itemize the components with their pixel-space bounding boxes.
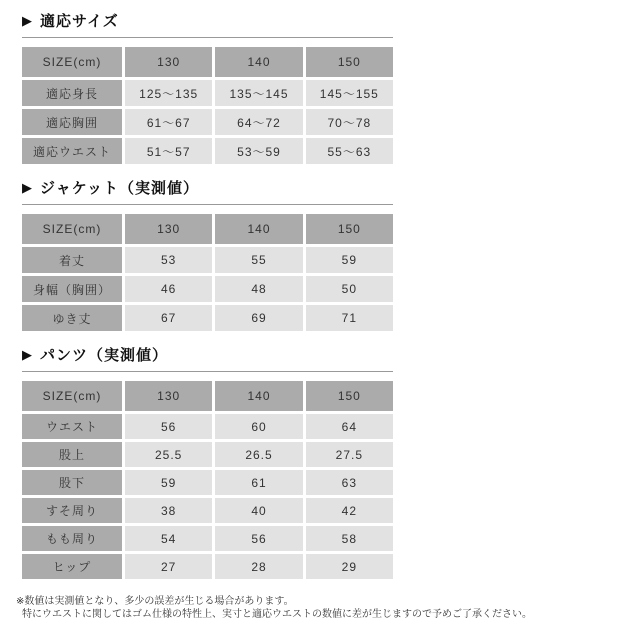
footnotes bbox=[16, 595, 630, 621]
row-label: 着丈 bbox=[22, 247, 122, 273]
cell-value: 26.5 bbox=[215, 442, 302, 467]
column-header: SIZE(cm) bbox=[22, 47, 122, 77]
row-label: ゆき丈 bbox=[22, 305, 122, 331]
cell-value: 42 bbox=[306, 498, 393, 523]
row-label: 適応身長 bbox=[22, 80, 122, 106]
cell-value: 40 bbox=[215, 498, 302, 523]
cell-value: 27 bbox=[125, 554, 212, 579]
cell-value: 50 bbox=[306, 276, 393, 302]
cell-value: 51～57 bbox=[125, 138, 212, 164]
cell-value: 53～59 bbox=[215, 138, 302, 164]
column-header: 130 bbox=[125, 381, 212, 411]
cell-value: 64～72 bbox=[215, 109, 302, 135]
applicable-size-table bbox=[22, 47, 393, 164]
section-title-text: パンツ（実測値） bbox=[40, 347, 169, 364]
footnote-line: 特にウエストに関してはゴム仕様の特性上、実寸と適応ウエストの数値に差が生じますので予めご了承ください。 bbox=[22, 609, 532, 620]
cell-value: 59 bbox=[125, 470, 212, 495]
row-label: すそ周り bbox=[22, 498, 122, 523]
column-header: 140 bbox=[215, 214, 302, 244]
cell-value: 25.5 bbox=[125, 442, 212, 467]
column-header: SIZE(cm) bbox=[22, 214, 122, 244]
column-header: 140 bbox=[215, 47, 302, 77]
cell-value: 145～155 bbox=[306, 80, 393, 106]
row-label: もも周り bbox=[22, 526, 122, 551]
cell-value: 61 bbox=[215, 470, 302, 495]
cell-value: 56 bbox=[125, 414, 212, 439]
cell-value: 46 bbox=[125, 276, 212, 302]
triangle-bullet-icon: ▶ bbox=[22, 13, 33, 28]
row-label: 股上 bbox=[22, 442, 122, 467]
cell-value: 135～145 bbox=[215, 80, 302, 106]
cell-value: 56 bbox=[215, 526, 302, 551]
triangle-bullet-icon: ▶ bbox=[22, 347, 33, 362]
cell-value: 48 bbox=[215, 276, 302, 302]
section-title-jacket bbox=[22, 180, 393, 205]
cell-value: 54 bbox=[125, 526, 212, 551]
cell-value: 63 bbox=[306, 470, 393, 495]
cell-value: 53 bbox=[125, 247, 212, 273]
footnote-line: ※数値は実測値となり、多少の誤差が生じる場合があります。 bbox=[16, 596, 294, 607]
section-jacket-measurements bbox=[22, 180, 630, 331]
column-header: 150 bbox=[306, 214, 393, 244]
cell-value: 29 bbox=[306, 554, 393, 579]
section-title-applicable-size bbox=[22, 13, 393, 38]
cell-value: 71 bbox=[306, 305, 393, 331]
section-title-text: 適応サイズ bbox=[40, 13, 119, 30]
row-label: ウエスト bbox=[22, 414, 122, 439]
cell-value: 27.5 bbox=[306, 442, 393, 467]
section-title-pants bbox=[22, 347, 393, 372]
column-header: SIZE(cm) bbox=[22, 381, 122, 411]
cell-value: 61～67 bbox=[125, 109, 212, 135]
row-label: 身幅（胸囲） bbox=[22, 276, 122, 302]
cell-value: 55～63 bbox=[306, 138, 393, 164]
section-pants-measurements bbox=[22, 347, 630, 579]
row-label: 適応ウエスト bbox=[22, 138, 122, 164]
pants-measurements-table bbox=[22, 381, 393, 579]
cell-value: 60 bbox=[215, 414, 302, 439]
column-header: 130 bbox=[125, 214, 212, 244]
cell-value: 58 bbox=[306, 526, 393, 551]
cell-value: 64 bbox=[306, 414, 393, 439]
section-title-text: ジャケット（実測値） bbox=[40, 180, 199, 197]
cell-value: 70～78 bbox=[306, 109, 393, 135]
column-header: 130 bbox=[125, 47, 212, 77]
section-applicable-size bbox=[22, 13, 630, 164]
column-header: 150 bbox=[306, 47, 393, 77]
row-label: ヒップ bbox=[22, 554, 122, 579]
row-label: 股下 bbox=[22, 470, 122, 495]
row-label: 適応胸囲 bbox=[22, 109, 122, 135]
cell-value: 67 bbox=[125, 305, 212, 331]
jacket-measurements-table bbox=[22, 214, 393, 331]
column-header: 140 bbox=[215, 381, 302, 411]
cell-value: 59 bbox=[306, 247, 393, 273]
cell-value: 28 bbox=[215, 554, 302, 579]
triangle-bullet-icon: ▶ bbox=[22, 180, 33, 195]
column-header: 150 bbox=[306, 381, 393, 411]
cell-value: 55 bbox=[215, 247, 302, 273]
cell-value: 125～135 bbox=[125, 80, 212, 106]
cell-value: 38 bbox=[125, 498, 212, 523]
cell-value: 69 bbox=[215, 305, 302, 331]
